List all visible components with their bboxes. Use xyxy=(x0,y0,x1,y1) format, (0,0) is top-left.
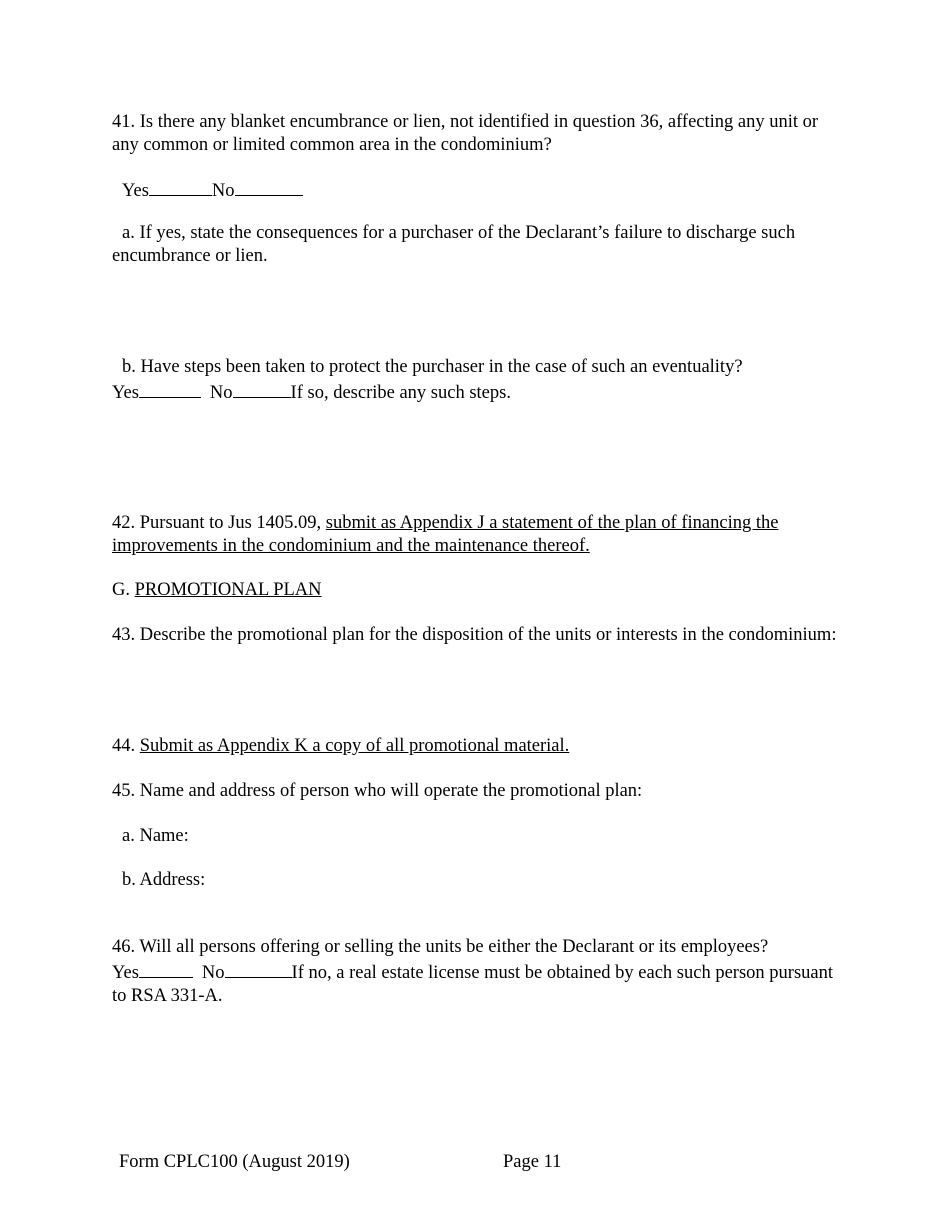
question-41b-text: b. Have steps been taken to protect the purchaser in the case of such an eventuality? xyxy=(122,357,743,377)
question-41-no-label: No xyxy=(211,181,235,201)
question-41a-text: a. If yes, state the consequences for a purchaser of the Declarant’s failure to discharge such encumbrance or lien. xyxy=(112,223,796,266)
question-43 xyxy=(112,624,842,647)
question-44 xyxy=(112,735,842,758)
question-46-yes-label: Yes xyxy=(112,963,139,983)
question-41b-suffix: If so, describe any such steps. xyxy=(290,383,511,403)
question-41b xyxy=(112,356,842,405)
question-43-text: 43. Describe the promotional plan for the disposition of the units or interests in the condominium: xyxy=(112,625,837,645)
question-45b-address-label: b. Address: xyxy=(122,870,206,890)
question-46-yes-blank[interactable] xyxy=(139,959,193,978)
question-41-answer xyxy=(122,177,852,203)
question-45 xyxy=(112,780,842,803)
question-46-suffix: If no, a real estate license must be obtained by each such person pursuant to RSA 331-A. xyxy=(112,963,833,1006)
question-41b-yes-label: Yes xyxy=(112,383,139,403)
section-g-heading xyxy=(112,579,842,602)
question-41-yes-label: Yes xyxy=(122,181,149,201)
question-45-text: 45. Name and address of person who will operate the promotional plan: xyxy=(112,781,643,801)
question-41 xyxy=(112,111,842,157)
question-42 xyxy=(112,512,842,558)
question-46 xyxy=(112,936,842,1008)
question-45a-name-label: a. Name: xyxy=(122,826,189,846)
question-41-text: 41. Is there any blanket encumbrance or lien, not identified in question 36, affecting any unit or any common or limited common area in the condominium? xyxy=(112,112,819,155)
question-41b-no-blank[interactable] xyxy=(233,379,291,398)
footer-page-number: Page 11 xyxy=(503,1152,562,1172)
question-46-text: 46. Will all persons offering or selling the units be either the Declarant or its employees? xyxy=(112,937,769,957)
question-42-prefix: 42. Pursuant to Jus 1405.09, xyxy=(112,513,326,533)
question-41-yes-blank[interactable] xyxy=(149,177,212,196)
question-41b-no-label: No xyxy=(209,383,233,403)
question-41-no-blank[interactable] xyxy=(235,177,303,196)
footer-form-id: Form CPLC100 (August 2019) xyxy=(119,1152,350,1172)
question-41a xyxy=(112,222,842,268)
question-46-no-label: No xyxy=(201,963,225,983)
question-46-no-blank[interactable] xyxy=(225,959,292,978)
section-g-title: PROMOTIONAL PLAN xyxy=(134,580,322,600)
question-44-instruction: Submit as Appendix K a copy of all promotional material. xyxy=(139,736,570,756)
question-42-instruction: submit as Appendix J a statement of the plan of financing the improvements in the condominium and the maintenance thereof. xyxy=(112,513,779,556)
section-g-letter: G. xyxy=(112,580,135,600)
question-44-prefix: 44. xyxy=(112,736,140,756)
question-41b-yes-blank[interactable] xyxy=(139,379,201,398)
